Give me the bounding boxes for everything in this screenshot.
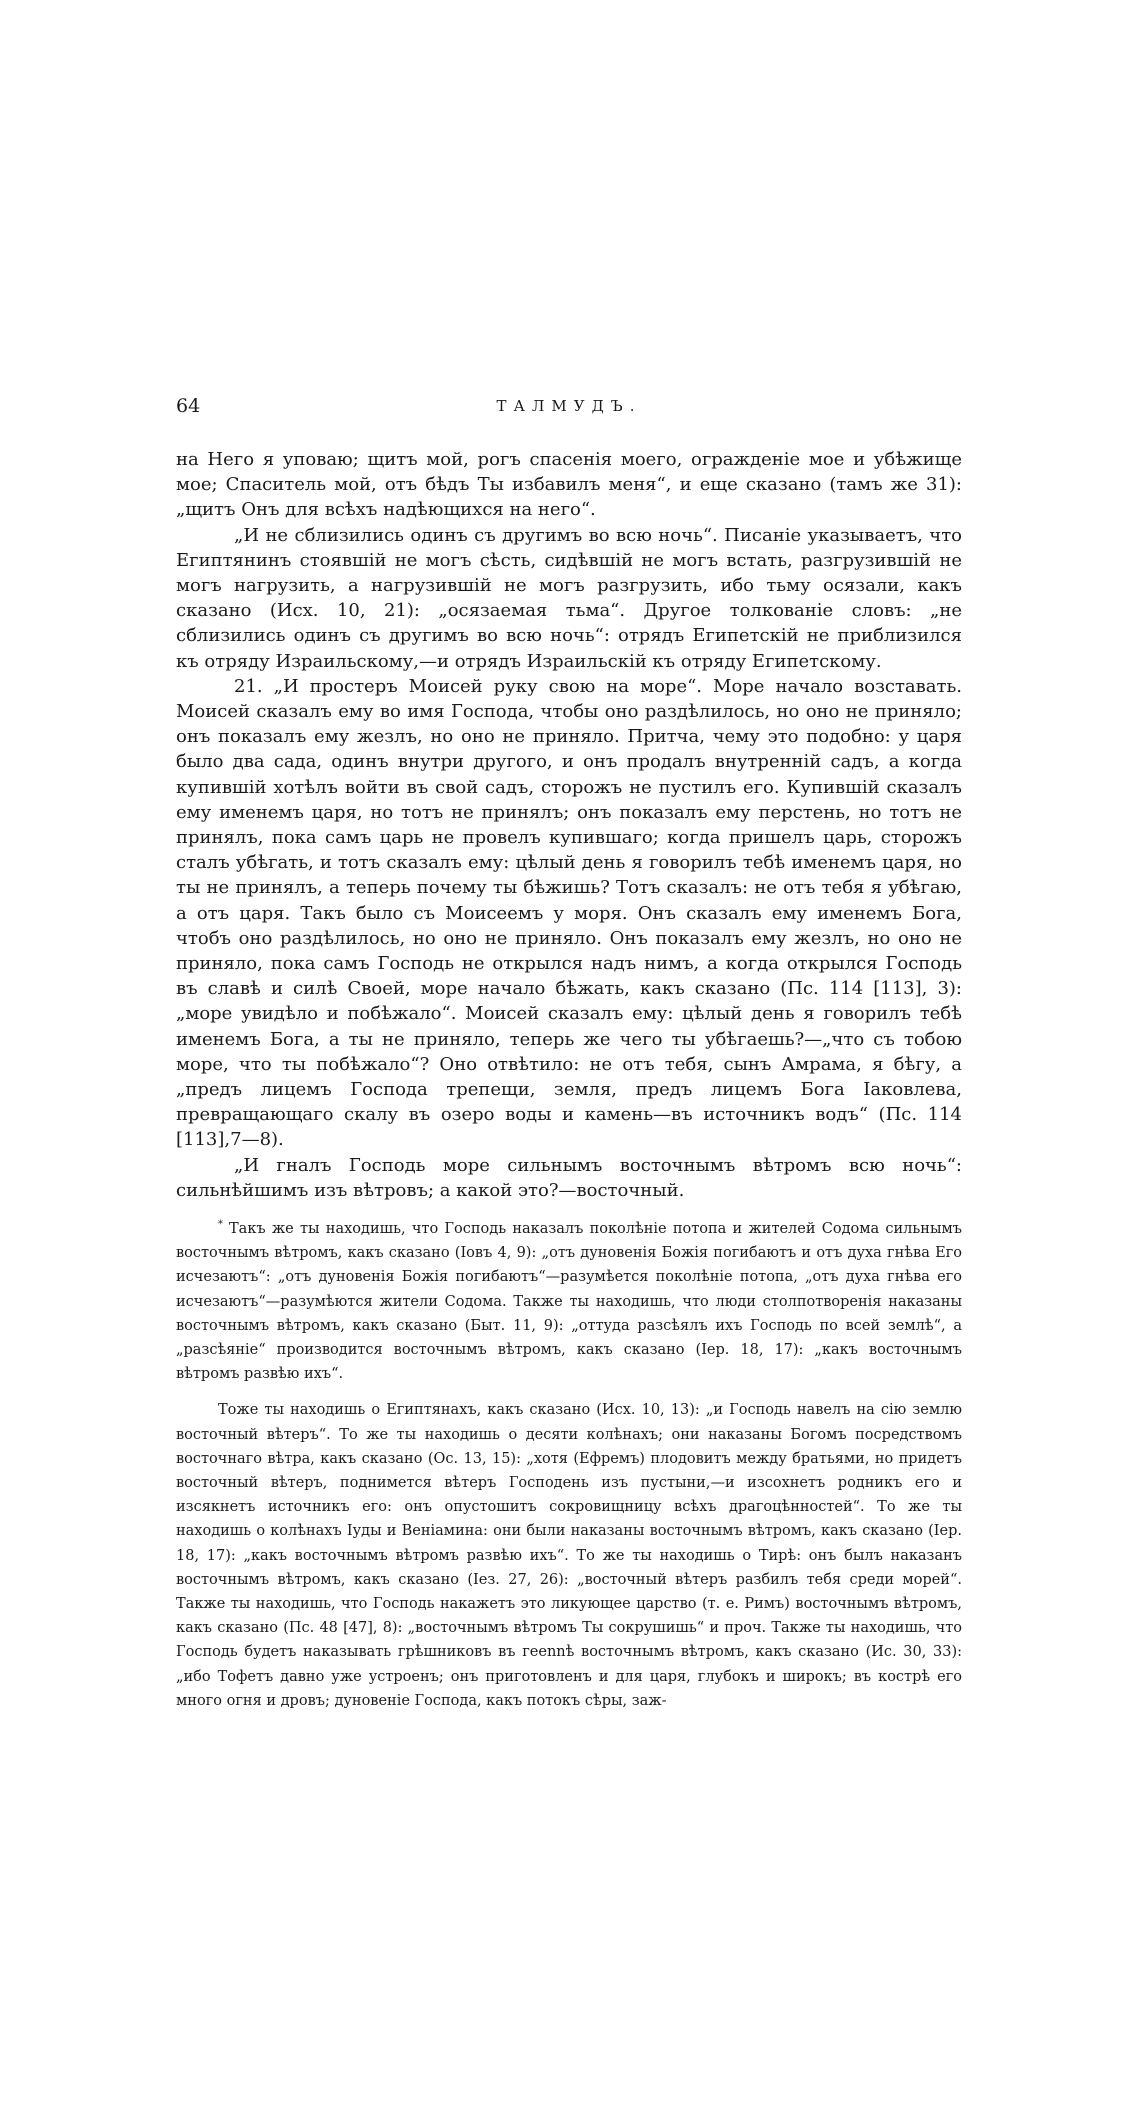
- paragraph: „И гналъ Господь море сильнымъ восточнымъ вѣтромъ всю ночь“: сильнѣйшимъ изъ вѣтровъ; а какой это?—восточный.: [176, 1154, 962, 1201]
- footnote-paragraph: [176, 1213, 962, 1386]
- running-title: ТАЛМУДЪ.: [496, 397, 642, 415]
- page-header: [176, 395, 962, 427]
- main-text: [176, 447, 962, 1203]
- footnotes: [176, 1213, 962, 1713]
- paragraph: на Него я уповаю; щитъ мой, рогъ спасенія моего, огражденіе мое и убѣжище мое; Спаситель мой, отъ бѣдъ Ты избавилъ меня“, и еще сказано (тамъ же 31): „щитъ Онъ для всѣхъ надѣющихся на него“.: [176, 449, 962, 521]
- paragraph: „И не сблизились одинъ съ другимъ во всю ночь“. Писаніе указываетъ, что Египтянинъ стоявшій не могъ сѣсть, сидѣвшій не могъ встать, разгрузившій не могъ нагрузить, а нагрузившій не могъ разгрузить, ибо тьму осязали, какъ сказано (Исх. 10, 21): „осязаемая тьма“. Другое толкованіе словъ: „не сблизились одинъ съ другимъ во всю ночь“: отрядъ Египетскій не приблизился къ отряду Израильскому,—и отрядъ Израильскій къ отряду Египетскому.: [176, 524, 962, 672]
- page-number: 64: [176, 395, 201, 417]
- footnote-paragraph: Тоже ты находишь о Египтянахъ, какъ сказано (Исх. 10, 13): „и Господь навелъ на сію землю восточный вѣтеръ“. То же ты находишь о десяти колѣнахъ; они наказаны Богомъ посредствомъ восточнаго вѣтра, какъ сказано (Ос. 13, 15): „хотя (Ефремъ) плодовитъ между братьями, но придетъ восточный вѣтеръ, поднимется вѣтеръ Господень изъ пустыни,—и изсохнетъ родникъ его и изсякнетъ источникъ его: онъ опустошитъ сокровищницу всѣхъ драгоцѣнностей“. То же ты находишь о колѣнахъ Іуды и Веніамина: они были наказаны восточнымъ вѣтромъ, какъ сказано (Іер. 18, 17): „какъ восточнымъ вѣтромъ развѣю ихъ“. То же ты находишь о Тирѣ: онъ былъ наказанъ восточнымъ вѣтромъ, какъ сказано (Іез. 27, 26): „восточный вѣтеръ разбилъ тебя среди морей“. Также ты находишь, что Господь накажетъ это ликующее царство (т. е. Римъ) восточнымъ вѣтромъ, какъ сказано (Пс. 48 [47], 8): „восточнымъ вѣтромъ Ты сокрушишь“ и проч. Также ты находишь, что Господь будетъ наказывать грѣшниковъ въ геennѣ восточнымъ вѣтромъ, какъ сказано (Ис. 30, 33): „ибо Тофетъ давно уже устроенъ; онъ приготовленъ и для царя, глубокъ и широкъ; въ кострѣ его много огня и дровъ; дуновеніе Господа, какъ потокъ сѣры, заж-: [176, 1402, 962, 1709]
- footnote-marker: *: [218, 1219, 223, 1231]
- paragraph: 21. „И простеръ Моисей руку свою на море“. Море начало возставать. Моисей сказалъ ему во имя Господа, чтобы оно раздѣлилось, но оно не приняло; онъ показалъ ему жезлъ, но оно не приняло. Притча, чему это подобно: у царя было два сада, одинъ внутри другого, и онъ продалъ внутренній садъ, а когда купившій хотѣлъ войти въ свой садъ, сторожъ не пустилъ его. Купившій сказалъ ему именемъ царя, но тотъ не принялъ; онъ показалъ ему перстень, но тотъ не принялъ, пока самъ царь не провелъ купившаго; когда пришелъ царь, сторожъ сталъ убѣгать, и тотъ сказалъ ему: цѣлый день я говорилъ тебѣ именемъ царя, но ты не принялъ, а теперь почему ты бѣжишь? Тотъ сказалъ: не отъ тебя я убѣгаю, а отъ царя. Такъ было съ Моисеемъ у моря. Онъ сказалъ ему именемъ Бога, чтобъ оно раздѣлилось, но оно не приняло. Онъ показалъ ему жезлъ, но оно не приняло, пока самъ Господь не открылся надъ нимъ, а когда открылся Господь въ славѣ и силѣ Своей, море начало бѣжать, какъ сказано (Пс. 114 [113], 3): „море увидѣло и побѣжало“. Моисей сказалъ ему: цѣлый день я говорилъ тебѣ именемъ Бога, а ты не приняло, теперь же чего ты убѣгаешь?—„что съ тобою море, что ты побѣжало“? Оно отвѣтило: не отъ тебя, сынъ Амрама, я бѣгу, а „предъ лицемъ Господа трепещи, земля, предъ лицемъ Бога Іаковлева, превращающаго скалу въ озеро воды и камень—въ источникъ водъ“ (Пс. 114 [113],7—8).: [176, 675, 962, 1151]
- book-page: [176, 395, 962, 1713]
- footnote-text: Такъ же ты находишь, что Господь наказалъ поколѣніе потопа и жителей Содома сильнымъ восточнымъ вѣтромъ, какъ сказано (Іовъ 4, 9): „отъ дуновенія Божія погибаютъ и отъ духа гнѣва Его исчезаютъ“: „отъ дуновенія Божія погибаютъ“—разумѣется поколѣніе потопа, „отъ духа гнѣва его исчезаютъ“—разумѣются жители Содома. Также ты находишь, что люди столпотворенія наказаны восточнымъ вѣтромъ, какъ сказано (Быт. 11, 9): „оттуда разсѣялъ ихъ Господь по всей землѣ“, а „разсѣяніе“ производится восточнымъ вѣтромъ, какъ сказано (Іер. 18, 17): „какъ восточнымъ вѣтромъ развѣю ихъ“.: [176, 1220, 962, 1383]
